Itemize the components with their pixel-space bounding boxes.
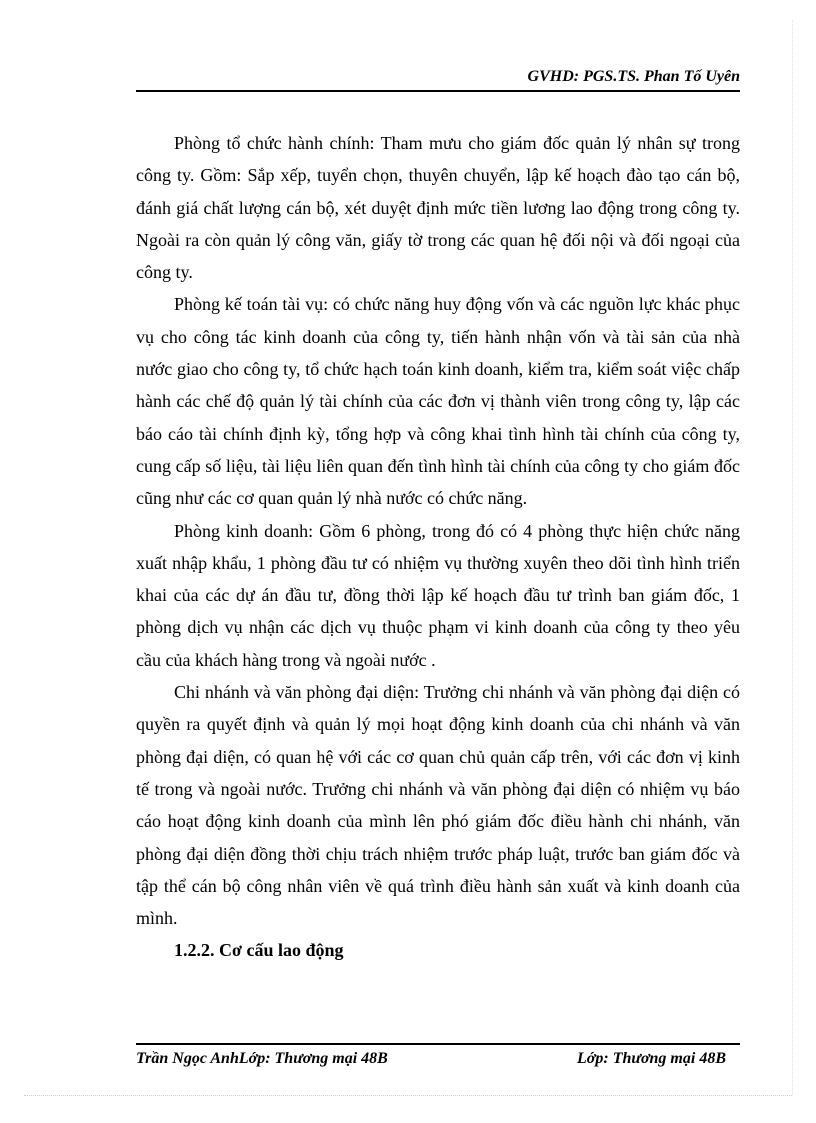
page-footer xyxy=(136,1043,740,1073)
section-heading: 1.2.2. Cơ cấu lao động xyxy=(174,940,344,961)
page-bottom-edge xyxy=(24,1095,792,1096)
footer-author-class: Trần Ngọc AnhLớp: Thương mại 48B xyxy=(136,1050,388,1067)
document-body xyxy=(136,127,740,967)
paragraph-accounting-dept: Phòng kế toán tài vụ: có chức năng huy động vốn và các nguồn lực khác phục vụ cho công tác kinh doanh của công ty, tiến hành nhận vốn và tài sản của nhà nước giao cho công ty, tổ chức hạch toán kinh doanh, kiểm tra, kiểm soát việc chấp hành các chế độ quản lý tài chính của các đơn vị thành viên trong công ty, lập các báo cáo tài chính định kỳ, tổng hợp và công khai tình hình tài chính của công ty, cung cấp số liệu, tài liệu liên quan đến tình hình tài chính của công ty cho giám đốc cũng như các cơ quan quản lý nhà nước có chức năng. xyxy=(136,294,740,509)
page-right-edge xyxy=(792,20,793,1095)
paragraph-branch-office: Chi nhánh và văn phòng đại diện: Trưởng chi nhánh và văn phòng đại diện có quyền ra quyết định và quản lý mọi hoạt động kinh doanh của chi nhánh và văn phòng đại diện, có quan hệ với các cơ quan chủ quản cấp trên, với các đơn vị kinh tế trong và ngoài nước. Trưởng chi nhánh và văn phòng đại diện có nhiệm vụ báo cáo hoạt động kinh doanh của mình lên phó giám đốc điều hành chi nhánh, văn phòng đại diện đồng thời chịu trách nhiệm trước pháp luật, trước ban giám đốc và tập thể cán bộ công nhân viên về quá trình điều hành sản xuất và kinh doanh của mình. xyxy=(136,682,740,929)
paragraph-business-dept: Phòng kinh doanh: Gồm 6 phòng, trong đó có 4 phòng thực hiện chức năng xuất nhập khẩu, 1 phòng đầu tư có nhiệm vụ thường xuyên theo dõi tình hình triển khai của các dự án đầu tư, đồng thời lập kế hoạch đầu tư trình ban giám đốc, 1 phòng dịch vụ nhận các dịch vụ thuộc phạm vi kinh doanh của công ty theo yêu cầu của khách hàng trong và ngoài nước . xyxy=(136,520,740,670)
footer-class: Lớp: Thương mại 48B xyxy=(577,1050,726,1067)
paragraph-admin-dept: Phòng tổ chức hành chính: Tham mưu cho giám đốc quản lý nhân sự trong công ty. Gồm: Sắp xếp, tuyển chọn, thuyên chuyển, lập kế hoạch đào tạo cán bộ, đánh giá chất lượng cán bộ, xét duyệt định mức tiền lương lao động trong công ty. Ngoài ra còn quản lý công văn, giấy tờ trong các quan hệ đối nội và đối ngoại của công ty. xyxy=(136,133,740,283)
supervisor-label: GVHD: PGS.TS. Phan Tố Uyên xyxy=(527,68,740,85)
page-header xyxy=(136,66,740,92)
